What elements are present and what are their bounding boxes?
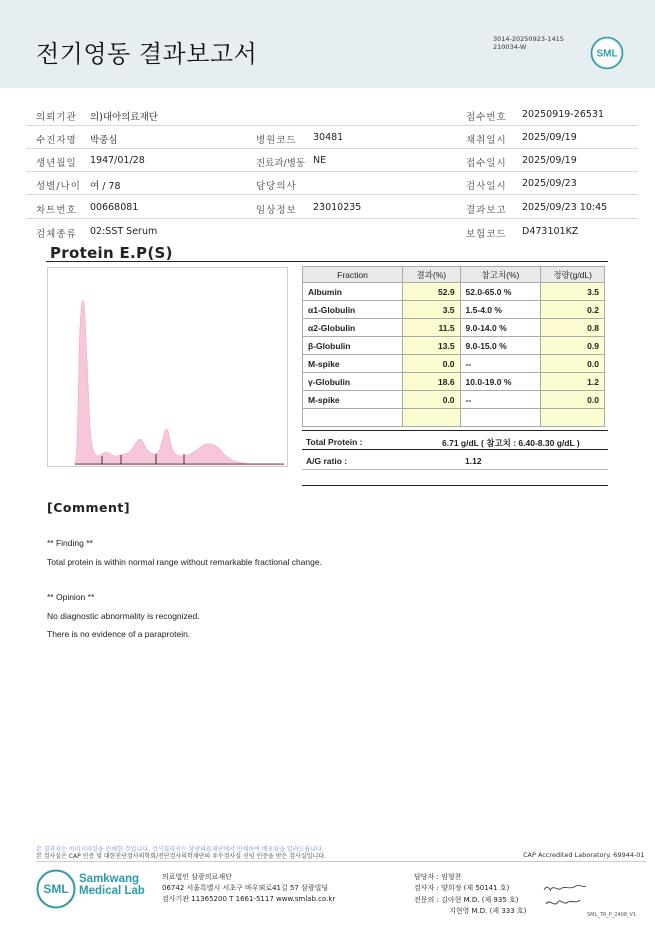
staff-examiner: 검사자 : 양희정 (제 50141 호) [414,884,510,893]
info-row [26,102,638,126]
finding-text: Total protein is within normal range without remarkable fractional change. [47,557,322,567]
patient-value: 박중심 [90,135,118,146]
staff-specialist: 전문의 : 김아현 M.D. (제 935 호) [414,895,519,904]
sex-age-label: 성별/나이 [36,181,81,192]
institution-value: 의)대아의료재단 [90,112,158,123]
sex-age-value: 여 / 78 [90,181,121,192]
table-row [303,301,605,319]
specimen-label: 검체종류 [36,229,77,240]
fraction-reference: -- [460,355,541,373]
lab-address-block [162,872,335,905]
fraction-name: γ-Globulin [303,373,403,391]
col-header-result: 결과(%) [402,267,460,283]
total-protein-label: Total Protein : [306,437,363,447]
chart-no-value: 00668081 [90,202,139,213]
lab-org-name: 의료법인 삼광의료재단 [162,873,232,881]
fraction-result: 0.0 [402,355,460,373]
info-row [26,148,638,172]
fraction-reference [460,409,541,427]
finding-title: ** Finding ** [47,538,93,548]
fraction-quantity: 0.8 [541,319,605,337]
table-row [303,373,605,391]
total-protein-value: 6.71 g/dL ( 참고치 : 6.40-8.30 g/dL ) [442,438,580,448]
dob-value: 1947/01/28 [90,155,145,166]
form-code: SML_TR_P_2408_V1 [587,912,637,918]
info-row [26,195,638,219]
section-title: Protein E.P(S) [50,244,173,262]
fraction-quantity: 0.9 [541,337,605,355]
col-header-reference: 참고치(%) [460,267,541,283]
fraction-quantity [541,409,605,427]
receipt-no-label: 접수번호 [466,112,507,123]
document-id [493,35,564,51]
fraction-name: M-spike [303,355,403,373]
exam-date-label: 검사일시 [466,181,507,192]
collect-date-value: 2025/09/19 [522,132,577,143]
fraction-name: α2-Globulin [303,319,403,337]
lab-address: 06742 서울특별시 서초구 바우뫼로41길 57 삼광빌딩 [162,884,329,892]
footer-notice: 본 결과지는 이미지파일을 인쇄한 것입니다. 정식결과지는 삼광의료재단에서 인쇄하여 배포됨을 알려드립니다. [36,846,324,853]
fraction-name: β-Globulin [303,337,403,355]
section-divider [46,261,608,262]
fraction-name: M-spike [303,391,403,409]
fraction-reference: -- [460,391,541,409]
fraction-result [402,409,460,427]
info-row [26,171,638,195]
dept-label: 진료과/병동 [256,158,306,169]
fraction-reference: 9.0-15.0 % [460,337,541,355]
opinion-line2: There is no evidence of a paraprotein. [47,629,191,639]
document-id-line1: 3014-20250923-1415 [493,35,564,43]
staff-block [414,872,526,917]
fraction-result: 0.0 [402,391,460,409]
footer-divider [36,861,646,862]
fraction-result: 52.9 [402,283,460,301]
dept-value: NE [313,155,327,166]
electrophoresis-curve [48,268,287,466]
clinical-label: 임상정보 [256,205,297,216]
lab-contact: 검사기관 11365200 T 1661-5117 www.smlab.co.kr [162,895,336,903]
fraction-name [303,409,403,427]
footer-certification: 본 검사실은 CAP 인증 및 대한진단검사의학회/진단검사의학재단의 우수검사실 신임 인증을 받은 검사실입니다. [36,853,326,860]
document-id-line2: 210034-W [493,43,527,51]
table-row [303,319,605,337]
fraction-name: α1-Globulin [303,301,403,319]
dob-label: 생년월일 [36,158,77,169]
table-header-row [303,267,605,283]
table-row [303,355,605,373]
table-row [303,409,605,427]
report-header [0,0,655,88]
report-title: 전기영동 결과보고서 [36,40,258,68]
fraction-reference: 52.0-65.0 % [460,283,541,301]
fraction-result: 11.5 [402,319,460,337]
fraction-quantity: 1.2 [541,373,605,391]
table-row [303,337,605,355]
chart-no-label: 차트번호 [36,205,77,216]
comment-title: [Comment] [47,500,131,515]
insurance-value: D473101KZ [522,226,579,237]
cap-accreditation: CAP Accredited Laboratory. 69944-01 [523,851,645,859]
table-row [303,283,605,301]
staff-specialist-2: 지현영 M.D. (제 333 호) [449,906,527,915]
hospital-code-value: 30481 [313,132,344,143]
receipt-date-value: 2025/09/19 [522,155,577,166]
staff-person-in-charge: 담당자 : 임형찬 [414,873,462,881]
info-row [26,125,638,149]
clinical-value: 23010235 [313,202,362,213]
brand-name [79,873,145,897]
curve-fill [75,300,284,465]
fraction-name: Albumin [303,283,403,301]
report-date-label: 결과보고 [466,205,507,216]
brand-line2: Medical Lab [79,885,145,897]
signature-image [540,880,588,910]
hospital-code-label: 병원코드 [256,135,297,146]
sml-footer-logo-icon [36,869,76,909]
ag-ratio-label: A/G ratio : [306,456,348,466]
institution-label: 의뢰기관 [36,112,77,123]
fraction-quantity: 0.0 [541,355,605,373]
fraction-reference: 1.5-4.0 % [460,301,541,319]
fraction-result: 13.5 [402,337,460,355]
exam-date-value: 2025/09/23 [522,178,577,189]
opinion-line1: No diagnostic abnormality is recognized. [47,611,200,621]
col-header-quantity: 정량(g/dL) [541,267,605,283]
insurance-label: 보험코드 [466,229,507,240]
fraction-table [302,266,605,427]
receipt-date-label: 접수일시 [466,158,507,169]
report-date-value: 2025/09/23 10:45 [522,202,608,213]
table-row [303,391,605,409]
opinion-title: ** Opinion ** [47,592,95,602]
ag-ratio-row [302,450,608,470]
fraction-reference: 9.0-14.0 % [460,319,541,337]
patient-label: 수진자명 [36,135,77,146]
ag-ratio-value: 1.12 [465,456,482,466]
table-bottom-rule [302,470,608,486]
fraction-quantity: 0.2 [541,301,605,319]
info-row [26,219,638,243]
collect-date-label: 채취일시 [466,135,507,146]
doctor-label: 담당의사 [256,181,297,192]
sml-logo-text: SML [596,48,618,60]
col-header-fraction: Fraction [303,267,403,283]
brand-line1: Samkwang [79,873,140,885]
fraction-result: 3.5 [402,301,460,319]
fraction-quantity: 3.5 [541,283,605,301]
fraction-quantity: 0.0 [541,391,605,409]
receipt-no-value: 20250919-26531 [522,109,605,120]
specimen-value: 02:SST Serum [90,226,158,237]
sml-logo-icon [590,36,624,70]
fraction-reference: 10.0-19.0 % [460,373,541,391]
fraction-result: 18.6 [402,373,460,391]
electrophoresis-graph [47,267,288,467]
sml-footer-logo-text: SML [43,882,69,896]
total-protein-row [302,430,608,450]
